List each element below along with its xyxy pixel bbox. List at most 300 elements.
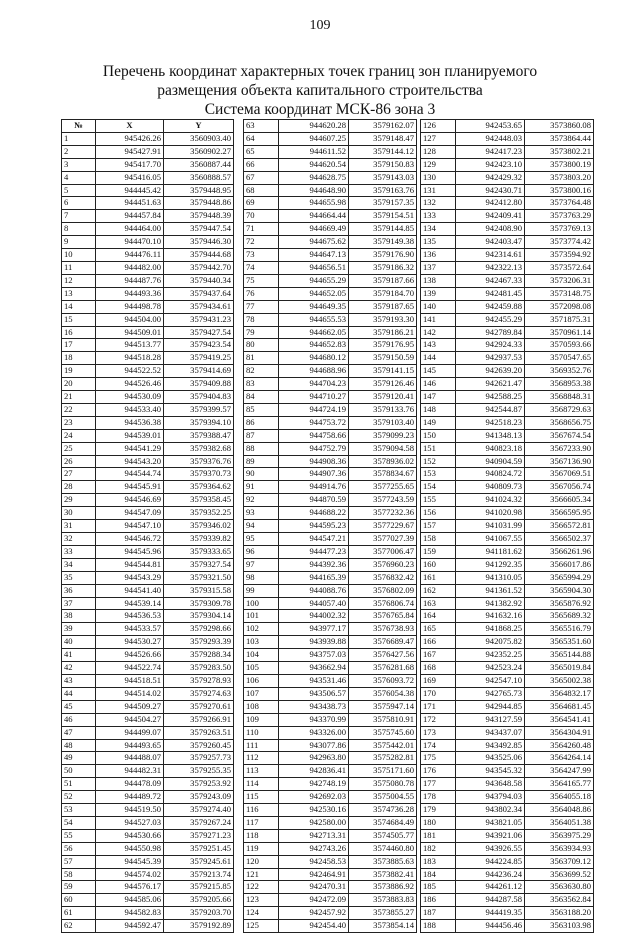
- point-number-cell: 162: [421, 584, 456, 597]
- point-number-cell: 122: [244, 881, 279, 894]
- table-row: [62, 765, 234, 778]
- point-number-cell: 31: [62, 520, 96, 533]
- y-coordinate-cell: 3563699.52: [525, 868, 594, 881]
- point-number-cell: 117: [244, 816, 279, 829]
- table-row: [62, 545, 234, 558]
- y-coordinate-cell: 3579266.91: [164, 713, 234, 726]
- point-number-cell: 161: [421, 571, 456, 584]
- point-number-cell: 68: [244, 184, 279, 197]
- table-row: [244, 442, 417, 455]
- point-number-cell: 12: [62, 274, 96, 287]
- y-coordinate-cell: 3579444.68: [164, 249, 234, 262]
- x-coordinate-cell: 944488.07: [96, 752, 164, 765]
- x-coordinate-cell: 944445.42: [96, 184, 164, 197]
- table-row: [421, 778, 594, 791]
- table-row: [244, 545, 417, 558]
- x-coordinate-cell: 942789.84: [456, 326, 525, 339]
- x-coordinate-cell: 942403.47: [456, 236, 525, 249]
- y-coordinate-cell: 3579339.82: [164, 533, 234, 546]
- y-coordinate-cell: 3579103.40: [349, 416, 417, 429]
- y-coordinate-cell: 3567674.54: [525, 429, 594, 442]
- y-coordinate-cell: 3579150.83: [349, 158, 417, 171]
- table-row: [421, 713, 594, 726]
- point-number-cell: 123: [244, 894, 279, 907]
- table-row: [421, 391, 594, 404]
- table-row: [421, 649, 594, 662]
- point-number-cell: 57: [62, 855, 96, 868]
- x-coordinate-cell: 944530.09: [96, 391, 164, 404]
- x-coordinate-cell: 944224.85: [456, 855, 525, 868]
- table-row: [421, 571, 594, 584]
- x-coordinate-cell: 944476.11: [96, 249, 164, 262]
- table-row: [62, 481, 234, 494]
- table-row: [244, 210, 417, 223]
- point-number-cell: 168: [421, 662, 456, 675]
- x-coordinate-cell: 942412.80: [456, 197, 525, 210]
- y-coordinate-cell: 3564165.77: [525, 778, 594, 791]
- point-number-cell: 116: [244, 804, 279, 817]
- x-coordinate-cell: 944509.27: [96, 700, 164, 713]
- table-row: [421, 120, 594, 133]
- point-number-cell: 87: [244, 429, 279, 442]
- y-coordinate-cell: 3565144.88: [525, 649, 594, 662]
- table-row: [244, 726, 417, 739]
- x-coordinate-cell: 944574.02: [96, 868, 164, 881]
- point-number-cell: 61: [62, 907, 96, 920]
- point-number-cell: 160: [421, 558, 456, 571]
- y-coordinate-cell: 3573886.92: [349, 881, 417, 894]
- y-coordinate-cell: 3579376.76: [164, 455, 234, 468]
- x-coordinate-cell: 944527.03: [96, 816, 164, 829]
- y-coordinate-cell: 3579333.65: [164, 545, 234, 558]
- point-number-cell: 23: [62, 416, 96, 429]
- y-coordinate-cell: 3565689.32: [525, 610, 594, 623]
- y-coordinate-cell: 3566017.86: [525, 558, 594, 571]
- point-number-cell: 101: [244, 610, 279, 623]
- x-coordinate-cell: 942924.33: [456, 339, 525, 352]
- point-number-cell: 135: [421, 236, 456, 249]
- table-row: [62, 610, 234, 623]
- point-number-cell: 150: [421, 429, 456, 442]
- x-coordinate-cell: 942530.16: [279, 804, 349, 817]
- y-coordinate-cell: 3579442.70: [164, 261, 234, 274]
- y-coordinate-cell: 3575442.01: [349, 739, 417, 752]
- table-row: [244, 674, 417, 687]
- x-coordinate-cell: 944487.76: [96, 274, 164, 287]
- point-number-cell: 152: [421, 455, 456, 468]
- y-coordinate-cell: 3564264.14: [525, 752, 594, 765]
- x-coordinate-cell: 943662.94: [279, 662, 349, 675]
- point-number-cell: 93: [244, 507, 279, 520]
- y-coordinate-cell: 3570547.65: [525, 352, 594, 365]
- table-row: [421, 584, 594, 597]
- table-row: [244, 752, 417, 765]
- point-number-cell: 164: [421, 610, 456, 623]
- point-number-cell: 180: [421, 816, 456, 829]
- point-number-cell: 100: [244, 597, 279, 610]
- table-row: [62, 623, 234, 636]
- y-coordinate-cell: 3579150.59: [349, 352, 417, 365]
- x-coordinate-cell: 943438.73: [279, 700, 349, 713]
- point-number-cell: 20: [62, 378, 96, 391]
- point-number-cell: 18: [62, 352, 96, 365]
- x-coordinate-cell: 944675.62: [279, 236, 349, 249]
- table-row: [421, 881, 594, 894]
- point-number-cell: 25: [62, 442, 96, 455]
- x-coordinate-cell: 944493.65: [96, 739, 164, 752]
- table-row: [244, 287, 417, 300]
- table-row: [62, 791, 234, 804]
- x-coordinate-cell: 942748.19: [279, 778, 349, 791]
- point-number-cell: 1: [62, 132, 96, 145]
- x-coordinate-cell: 942467.33: [456, 274, 525, 287]
- y-coordinate-cell: 3579154.51: [349, 210, 417, 223]
- y-coordinate-cell: 3563975.29: [525, 829, 594, 842]
- y-coordinate-cell: 3563188.20: [525, 907, 594, 920]
- y-coordinate-cell: 3566595.95: [525, 507, 594, 520]
- y-coordinate-cell: 3579203.70: [164, 907, 234, 920]
- y-coordinate-cell: 3579440.34: [164, 274, 234, 287]
- y-coordinate-cell: 3579245.61: [164, 855, 234, 868]
- y-coordinate-cell: 3573885.63: [349, 855, 417, 868]
- point-number-cell: 98: [244, 571, 279, 584]
- table-row: [244, 507, 417, 520]
- table-row: [62, 829, 234, 842]
- point-number-cell: 16: [62, 326, 96, 339]
- point-number-cell: 74: [244, 261, 279, 274]
- x-coordinate-cell: 944649.35: [279, 300, 349, 313]
- x-coordinate-cell: 944628.75: [279, 171, 349, 184]
- x-coordinate-cell: 942481.45: [456, 287, 525, 300]
- point-number-cell: 73: [244, 249, 279, 262]
- y-coordinate-cell: 3579309.78: [164, 597, 234, 610]
- x-coordinate-cell: 942713.31: [279, 829, 349, 842]
- y-coordinate-cell: 3567233.90: [525, 442, 594, 455]
- x-coordinate-cell: 944547.09: [96, 507, 164, 520]
- y-coordinate-cell: 3579213.74: [164, 868, 234, 881]
- x-coordinate-cell: 943531.46: [279, 674, 349, 687]
- x-coordinate-cell: 944648.90: [279, 184, 349, 197]
- y-coordinate-cell: 3573883.83: [349, 894, 417, 907]
- point-number-cell: 8: [62, 223, 96, 236]
- y-coordinate-cell: 3566572.81: [525, 520, 594, 533]
- point-number-cell: 126: [421, 120, 456, 133]
- x-coordinate-cell: 942423.10: [456, 158, 525, 171]
- y-coordinate-cell: 3566605.34: [525, 494, 594, 507]
- table-row: [421, 829, 594, 842]
- point-number-cell: 144: [421, 352, 456, 365]
- point-number-cell: 59: [62, 881, 96, 894]
- y-coordinate-cell: 3576832.42: [349, 571, 417, 584]
- y-coordinate-cell: 3563103.98: [525, 920, 594, 933]
- y-coordinate-cell: 3565994.29: [525, 571, 594, 584]
- table-row: [62, 261, 234, 274]
- table-row: [421, 816, 594, 829]
- y-coordinate-cell: 3575745.60: [349, 726, 417, 739]
- table-row: [244, 597, 417, 610]
- x-coordinate-cell: 944477.23: [279, 545, 349, 558]
- point-number-cell: 181: [421, 829, 456, 842]
- y-coordinate-cell: 3577232.36: [349, 507, 417, 520]
- table-row: [244, 842, 417, 855]
- point-number-cell: 131: [421, 184, 456, 197]
- table-row: [421, 520, 594, 533]
- point-number-cell: 76: [244, 287, 279, 300]
- x-coordinate-cell: 944457.84: [96, 210, 164, 223]
- x-coordinate-cell: 942448.03: [456, 132, 525, 145]
- x-coordinate-cell: 943545.32: [456, 765, 525, 778]
- point-number-cell: 35: [62, 571, 96, 584]
- point-number-cell: 17: [62, 339, 96, 352]
- x-coordinate-cell: 944530.66: [96, 829, 164, 842]
- point-number-cell: 148: [421, 403, 456, 416]
- x-coordinate-cell: 944261.12: [456, 881, 525, 894]
- x-coordinate-cell: 942470.31: [279, 881, 349, 894]
- y-coordinate-cell: 3579133.76: [349, 403, 417, 416]
- y-coordinate-cell: 3568848.31: [525, 391, 594, 404]
- table-row: [62, 455, 234, 468]
- table-row: [421, 687, 594, 700]
- table-row: [421, 132, 594, 145]
- x-coordinate-cell: 942075.82: [456, 636, 525, 649]
- y-coordinate-cell: 3579388.47: [164, 429, 234, 442]
- point-number-cell: 44: [62, 687, 96, 700]
- y-coordinate-cell: 3574505.77: [349, 829, 417, 842]
- y-coordinate-cell: 3579346.02: [164, 520, 234, 533]
- x-coordinate-cell: 941024.32: [456, 494, 525, 507]
- x-coordinate-cell: 942692.03: [279, 791, 349, 804]
- y-coordinate-cell: 3579315.58: [164, 584, 234, 597]
- table-row: [244, 494, 417, 507]
- y-coordinate-cell: 3565876.92: [525, 597, 594, 610]
- y-coordinate-cell: 3576054.38: [349, 687, 417, 700]
- x-coordinate-cell: 943370.99: [279, 713, 349, 726]
- y-coordinate-cell: 3579327.54: [164, 558, 234, 571]
- y-coordinate-cell: 3576093.72: [349, 674, 417, 687]
- table-row: [244, 120, 417, 133]
- x-coordinate-cell: 944002.32: [279, 610, 349, 623]
- y-coordinate-cell: 3568656.75: [525, 416, 594, 429]
- point-number-cell: 163: [421, 597, 456, 610]
- y-coordinate-cell: 3573148.75: [525, 287, 594, 300]
- point-number-cell: 141: [421, 313, 456, 326]
- point-number-cell: 38: [62, 610, 96, 623]
- table-row: [62, 636, 234, 649]
- point-number-cell: 78: [244, 313, 279, 326]
- x-coordinate-cell: 944419.35: [456, 907, 525, 920]
- x-coordinate-cell: 941067.55: [456, 533, 525, 546]
- y-coordinate-cell: 3579126.46: [349, 378, 417, 391]
- y-coordinate-cell: 3579358.45: [164, 494, 234, 507]
- point-number-cell: 91: [244, 481, 279, 494]
- x-coordinate-cell: 943757.03: [279, 649, 349, 662]
- x-coordinate-cell: 944662.05: [279, 326, 349, 339]
- title-line-1: Перечень координат характерных точек границ зон планируемого: [102, 63, 538, 80]
- x-coordinate-cell: 942455.29: [456, 313, 525, 326]
- point-number-cell: 103: [244, 636, 279, 649]
- x-coordinate-cell: 944464.00: [96, 223, 164, 236]
- point-number-cell: 154: [421, 481, 456, 494]
- table-row: [244, 713, 417, 726]
- x-coordinate-cell: 944526.66: [96, 649, 164, 662]
- x-coordinate-cell: 941292.35: [456, 558, 525, 571]
- point-number-cell: 106: [244, 674, 279, 687]
- y-coordinate-cell: 3579423.54: [164, 339, 234, 352]
- point-number-cell: 46: [62, 713, 96, 726]
- x-coordinate-cell: 944541.40: [96, 584, 164, 597]
- point-number-cell: 153: [421, 468, 456, 481]
- x-coordinate-cell: 944680.12: [279, 352, 349, 365]
- point-number-cell: 147: [421, 391, 456, 404]
- table-row: [62, 507, 234, 520]
- y-coordinate-cell: 3579274.40: [164, 804, 234, 817]
- x-coordinate-cell: 943926.55: [456, 842, 525, 855]
- point-number-cell: 145: [421, 365, 456, 378]
- x-coordinate-cell: 944547.21: [279, 533, 349, 546]
- x-coordinate-cell: 944907.36: [279, 468, 349, 481]
- point-number-cell: 128: [421, 145, 456, 158]
- x-coordinate-cell: 941361.52: [456, 584, 525, 597]
- table-row: [244, 920, 417, 933]
- y-coordinate-cell: 3576960.23: [349, 558, 417, 571]
- table-row: [62, 842, 234, 855]
- point-number-cell: 51: [62, 778, 96, 791]
- table-row: [62, 855, 234, 868]
- table-row: [244, 533, 417, 546]
- point-number-cell: 149: [421, 416, 456, 429]
- point-number-cell: 174: [421, 739, 456, 752]
- table-row: [62, 352, 234, 365]
- table-row: [62, 907, 234, 920]
- table-row: [62, 300, 234, 313]
- x-coordinate-cell: 943921.06: [456, 829, 525, 842]
- y-coordinate-cell: 3564247.99: [525, 765, 594, 778]
- x-coordinate-cell: 944652.05: [279, 287, 349, 300]
- y-coordinate-cell: 3574684.49: [349, 816, 417, 829]
- table-row: [62, 662, 234, 675]
- point-number-cell: 178: [421, 791, 456, 804]
- table-row: [244, 145, 417, 158]
- table-row: [244, 520, 417, 533]
- x-coordinate-cell: 942937.53: [456, 352, 525, 365]
- table-row: [62, 429, 234, 442]
- x-coordinate-cell: 942430.71: [456, 184, 525, 197]
- y-coordinate-cell: 3579446.30: [164, 236, 234, 249]
- header-y: Y: [164, 120, 234, 133]
- y-coordinate-cell: 3573572.64: [525, 261, 594, 274]
- x-coordinate-cell: 944057.40: [279, 597, 349, 610]
- point-number-cell: 32: [62, 533, 96, 546]
- table-row: [62, 674, 234, 687]
- table-row: [62, 339, 234, 352]
- table-row: [62, 403, 234, 416]
- x-coordinate-cell: 944536.38: [96, 416, 164, 429]
- x-coordinate-cell: 943127.59: [456, 713, 525, 726]
- y-coordinate-cell: 3575171.60: [349, 765, 417, 778]
- point-number-cell: 45: [62, 700, 96, 713]
- table-row: [62, 378, 234, 391]
- y-coordinate-cell: 3579304.14: [164, 610, 234, 623]
- table-row: [421, 662, 594, 675]
- point-number-cell: 71: [244, 223, 279, 236]
- y-coordinate-cell: 3579243.09: [164, 791, 234, 804]
- y-coordinate-cell: 3579184.70: [349, 287, 417, 300]
- x-coordinate-cell: 944595.23: [279, 520, 349, 533]
- y-coordinate-cell: 3576802.09: [349, 584, 417, 597]
- y-coordinate-cell: 3579120.41: [349, 391, 417, 404]
- y-coordinate-cell: 3573864.44: [525, 132, 594, 145]
- y-coordinate-cell: 3579274.63: [164, 687, 234, 700]
- y-coordinate-cell: 3579176.90: [349, 249, 417, 262]
- x-coordinate-cell: 942459.88: [456, 300, 525, 313]
- y-coordinate-cell: 3579187.66: [349, 274, 417, 287]
- point-number-cell: 107: [244, 687, 279, 700]
- point-number-cell: 183: [421, 855, 456, 868]
- table-row: [421, 378, 594, 391]
- x-coordinate-cell: 944522.74: [96, 662, 164, 675]
- table-row: [421, 416, 594, 429]
- x-coordinate-cell: 943525.06: [456, 752, 525, 765]
- y-coordinate-cell: 3575080.78: [349, 778, 417, 791]
- point-number-cell: 66: [244, 158, 279, 171]
- table-row: [421, 791, 594, 804]
- point-number-cell: 54: [62, 816, 96, 829]
- x-coordinate-cell: 944547.10: [96, 520, 164, 533]
- table-row: [244, 636, 417, 649]
- y-coordinate-cell: 3579193.30: [349, 313, 417, 326]
- table-row: [62, 236, 234, 249]
- point-number-cell: 137: [421, 261, 456, 274]
- x-coordinate-cell: 942429.32: [456, 171, 525, 184]
- table-row: [421, 610, 594, 623]
- table-row: [62, 223, 234, 236]
- table-row: [421, 300, 594, 313]
- x-coordinate-cell: 941382.92: [456, 597, 525, 610]
- y-coordinate-cell: 3573774.42: [525, 236, 594, 249]
- point-number-cell: 22: [62, 403, 96, 416]
- table-row: [62, 752, 234, 765]
- table-row: [421, 920, 594, 933]
- y-coordinate-cell: 3560888.57: [164, 171, 234, 184]
- point-number-cell: 75: [244, 274, 279, 287]
- table-row: [62, 326, 234, 339]
- table-row: [244, 481, 417, 494]
- y-coordinate-cell: 3560903.40: [164, 132, 234, 145]
- x-coordinate-cell: 944688.22: [279, 507, 349, 520]
- x-coordinate-cell: 945417.70: [96, 158, 164, 171]
- y-coordinate-cell: 3576765.84: [349, 610, 417, 623]
- y-coordinate-cell: 3579283.50: [164, 662, 234, 675]
- point-number-cell: 94: [244, 520, 279, 533]
- x-coordinate-cell: 941020.98: [456, 507, 525, 520]
- y-coordinate-cell: 3579251.45: [164, 842, 234, 855]
- y-coordinate-cell: 3573860.08: [525, 120, 594, 133]
- point-number-cell: 176: [421, 765, 456, 778]
- table-row: [62, 274, 234, 287]
- y-coordinate-cell: 3579321.50: [164, 571, 234, 584]
- table-row: [421, 726, 594, 739]
- table-row: [62, 132, 234, 145]
- point-number-cell: 19: [62, 365, 96, 378]
- y-coordinate-cell: 3565516.79: [525, 623, 594, 636]
- x-coordinate-cell: 942580.00: [279, 816, 349, 829]
- y-coordinate-cell: 3564260.48: [525, 739, 594, 752]
- x-coordinate-cell: 943802.34: [456, 804, 525, 817]
- y-coordinate-cell: 3579260.45: [164, 739, 234, 752]
- table-row: [62, 533, 234, 546]
- table-row: [421, 184, 594, 197]
- x-coordinate-cell: 942322.13: [456, 261, 525, 274]
